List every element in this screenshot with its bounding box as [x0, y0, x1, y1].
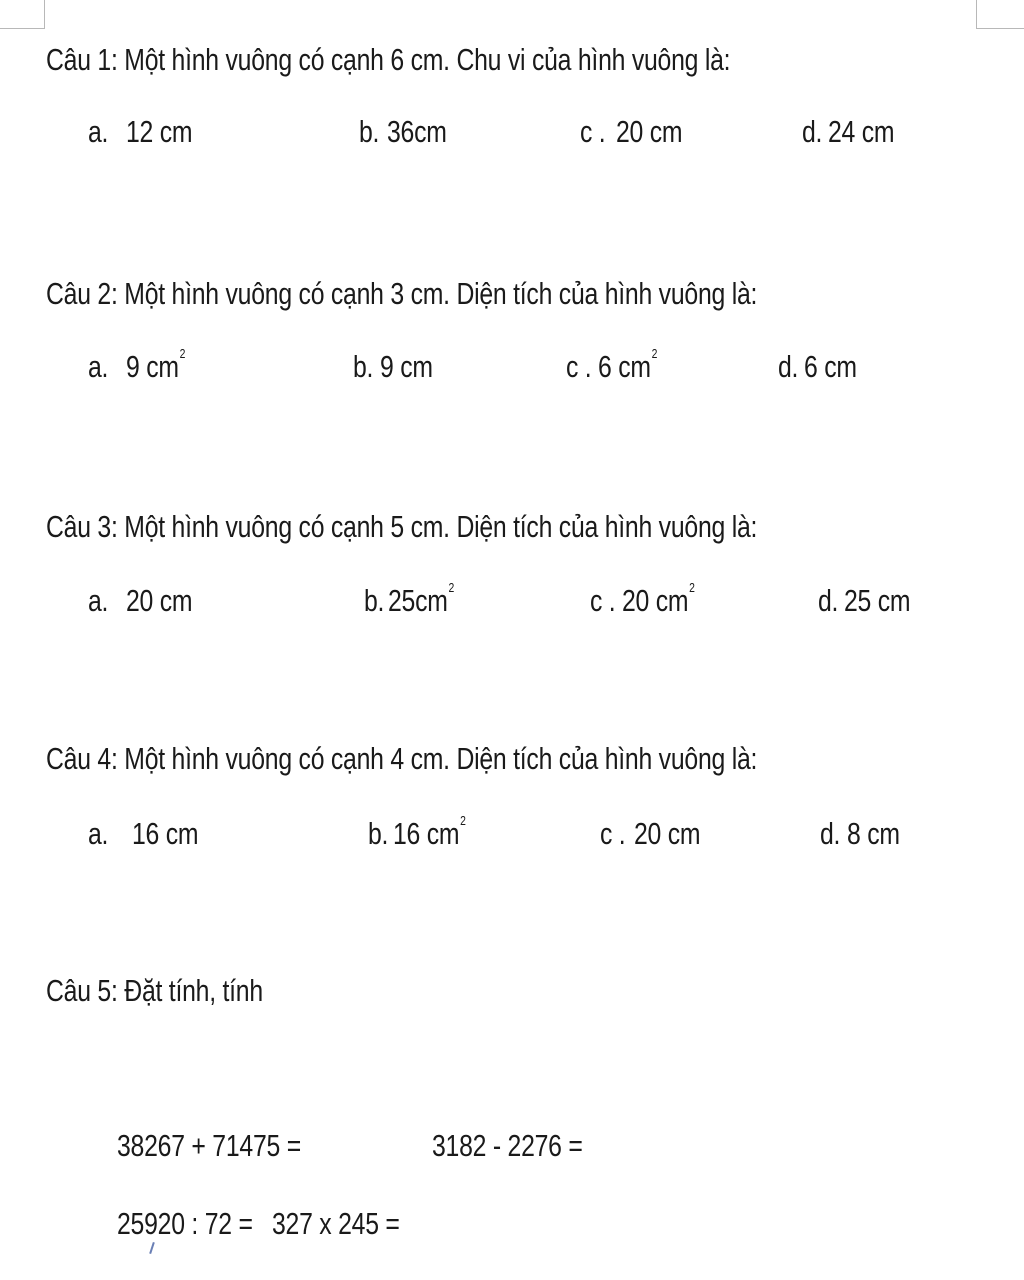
page-corner-mark-top-right	[976, 0, 1024, 29]
question-3-option-b-label: b.	[364, 583, 385, 618]
question-4-option-a-value: 16 cm	[132, 816, 199, 851]
question-1-option-d-label: d.	[802, 114, 823, 149]
question-3-option-c-value: 20 $cm^2$	[622, 580, 695, 618]
question-1-option-b-value: 36cm	[387, 114, 447, 149]
exercise-division: 25920 : 72 =	[117, 1206, 253, 1241]
exercise-addition: 38267 + 71475 =	[117, 1128, 301, 1163]
question-3-option-d-value: 25 cm	[844, 583, 911, 618]
question-1-option-d-value: 24 cm	[828, 114, 895, 149]
question-4-option-d-value: 8 cm	[847, 816, 900, 851]
question-1-option-a-label: a.	[88, 114, 109, 149]
question-2-option-d-value: 6 cm	[804, 349, 857, 384]
question-4-option-b-label: b.	[368, 816, 389, 851]
pen-tick-mark	[149, 1242, 155, 1254]
question-5-title: Câu 5: Đặt tính, tính	[46, 973, 263, 1008]
page-corner-mark-top-left	[0, 0, 45, 29]
question-1-option-c-label: c .	[580, 114, 606, 149]
question-1-option-a-value: 12 cm	[126, 114, 193, 149]
question-2-option-d-label: d.	[778, 349, 799, 384]
question-3-title: Câu 3: Một hình vuông có cạnh 5 cm. Diện tích của hình vuông là:	[46, 509, 758, 544]
question-4-option-a-label: a.	[88, 816, 109, 851]
question-1-title: Câu 1: Một hình vuông có cạnh 6 cm. Chu vi của hình vuông là:	[46, 42, 731, 77]
question-1-option-b-label: b.	[359, 114, 380, 149]
question-4-option-c-label: c .	[600, 816, 626, 851]
question-2-option-c-label: c .	[566, 349, 592, 384]
question-4-title: Câu 4: Một hình vuông có cạnh 4 cm. Diện tích của hình vuông là:	[46, 741, 758, 776]
question-2-option-a-label: a.	[88, 349, 109, 384]
question-3-option-d-label: d.	[818, 583, 839, 618]
question-4-option-c-value: 20 cm	[634, 816, 701, 851]
question-2-option-b-label: b.	[353, 349, 374, 384]
question-2-option-c-value: 6 $cm^2$	[598, 346, 658, 384]
question-3-option-a-label: a.	[88, 583, 109, 618]
question-2-title: Câu 2: Một hình vuông có cạnh 3 cm. Diện tích của hình vuông là:	[46, 276, 758, 311]
question-2-option-a-value: 9 $cm^2$	[126, 346, 186, 384]
question-3-option-b-value: $25cm^2$	[388, 580, 455, 618]
question-3-option-c-label: c .	[590, 583, 616, 618]
exercise-multiplication: 327 x 245 =	[272, 1206, 400, 1241]
question-4-option-b-value: 16 $cm^2$	[393, 813, 466, 851]
exercise-subtraction: 3182 - 2276 =	[432, 1128, 583, 1163]
question-3-option-a-value: 20 cm	[126, 583, 193, 618]
question-4-option-d-label: d.	[820, 816, 841, 851]
question-1-option-c-value: 20 cm	[616, 114, 683, 149]
question-2-option-b-value: 9 cm	[380, 349, 433, 384]
